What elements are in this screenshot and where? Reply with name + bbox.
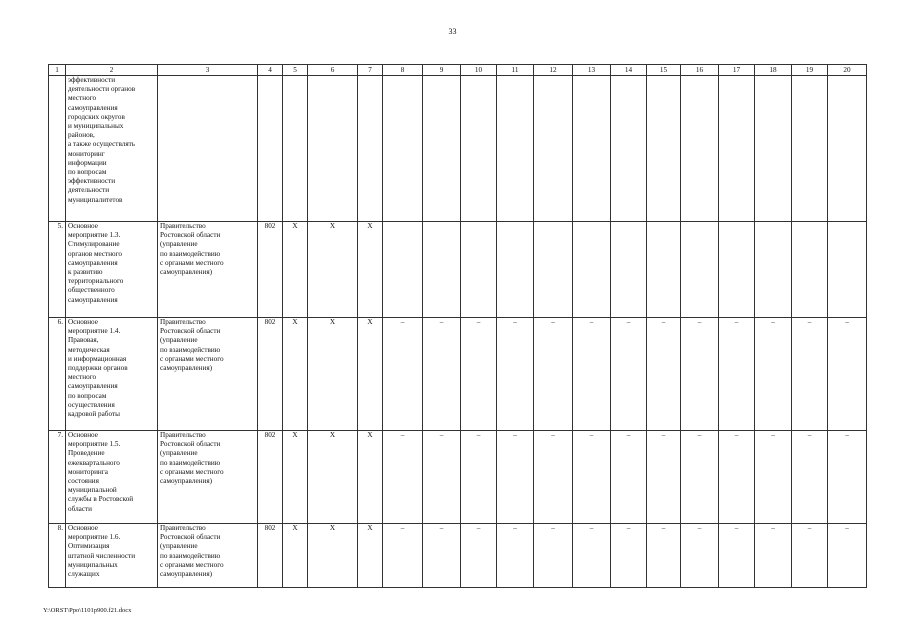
value-cell: –	[461, 524, 497, 588]
value-cell: –	[383, 524, 423, 588]
value-cell	[497, 222, 534, 318]
mark-cell: X	[358, 524, 383, 588]
value-cell	[534, 76, 573, 222]
value-cell: –	[497, 524, 534, 588]
activity-description-cell: Основное мероприятие 1.4. Правовая, методическая и информационная поддержки органов местного самоуправления по вопросам осуществления кадровой работы	[66, 318, 158, 431]
row-number-cell: 5.	[49, 222, 66, 318]
mark-cell: X	[283, 431, 308, 524]
mark-cell: X	[308, 222, 358, 318]
row-number-cell: 7.	[49, 431, 66, 524]
row-number-cell: 8.	[49, 524, 66, 588]
column-header: 3	[158, 65, 258, 76]
column-header: 16	[681, 65, 719, 76]
value-cell: –	[828, 318, 867, 431]
value-cell	[755, 222, 792, 318]
value-cell	[647, 76, 681, 222]
value-cell: –	[611, 524, 647, 588]
mark-cell: X	[358, 318, 383, 431]
value-cell	[647, 222, 681, 318]
value-cell: –	[423, 524, 461, 588]
value-cell	[681, 76, 719, 222]
value-cell	[534, 222, 573, 318]
value-cell: –	[755, 524, 792, 588]
value-cell: –	[719, 431, 755, 524]
activity-description-cell: Основное мероприятие 1.5. Проведение ежеквартального мониторинга состояния муниципальной службы в Ростовской области	[66, 431, 158, 524]
mark-cell	[308, 76, 358, 222]
value-cell: –	[534, 524, 573, 588]
activity-description-cell: Основное мероприятие 1.3. Стимулирование органов местного самоуправления к развитию территориального общественного самоуправления	[66, 222, 158, 318]
value-cell: –	[647, 431, 681, 524]
column-header: 10	[461, 65, 497, 76]
activity-description-cell: Основное мероприятие 1.6. Оптимизация штатной численности муниципальных служащих	[66, 524, 158, 588]
value-cell	[792, 76, 828, 222]
column-header: 2	[66, 65, 158, 76]
mark-cell: X	[308, 524, 358, 588]
code-cell: 802	[258, 431, 283, 524]
value-cell	[611, 222, 647, 318]
responsible-organization-cell: Правительство Ростовской области (управление по взаимодействию с органами местного самоуправления)	[158, 524, 258, 588]
value-cell	[383, 222, 423, 318]
mark-cell	[283, 76, 308, 222]
value-cell	[719, 222, 755, 318]
column-header: 18	[755, 65, 792, 76]
value-cell: –	[611, 318, 647, 431]
value-cell: –	[461, 431, 497, 524]
value-cell	[828, 222, 867, 318]
mark-cell: X	[283, 524, 308, 588]
value-cell: –	[792, 318, 828, 431]
program-table	[48, 64, 867, 588]
mark-cell	[358, 76, 383, 222]
value-cell: –	[383, 431, 423, 524]
header-row	[49, 65, 867, 76]
value-cell: –	[681, 318, 719, 431]
value-cell	[383, 76, 423, 222]
table-row	[49, 524, 867, 588]
column-header: 1	[49, 65, 66, 76]
column-header: 17	[719, 65, 755, 76]
column-header: 15	[647, 65, 681, 76]
row-number-cell: 6.	[49, 318, 66, 431]
value-cell	[792, 222, 828, 318]
value-cell: –	[792, 431, 828, 524]
value-cell: –	[647, 318, 681, 431]
table-row	[49, 318, 867, 431]
responsible-organization-cell: Правительство Ростовской области (управление по взаимодействию с органами местного самоуправления)	[158, 318, 258, 431]
value-cell: –	[647, 524, 681, 588]
table-row	[49, 431, 867, 524]
value-cell: –	[828, 524, 867, 588]
value-cell	[461, 222, 497, 318]
value-cell	[461, 76, 497, 222]
code-cell: 802	[258, 222, 283, 318]
code-cell	[258, 76, 283, 222]
value-cell: –	[573, 318, 611, 431]
footer-file-path: Y:\ORST\Ppo\1101p900.f21.docx	[43, 607, 132, 614]
value-cell: –	[573, 524, 611, 588]
responsible-organization-cell	[158, 76, 258, 222]
code-cell: 802	[258, 318, 283, 431]
mark-cell: X	[358, 431, 383, 524]
page-number: 33	[448, 27, 457, 36]
value-cell: –	[611, 431, 647, 524]
value-cell	[423, 76, 461, 222]
value-cell: –	[828, 431, 867, 524]
table-body	[49, 76, 867, 588]
column-header: 9	[423, 65, 461, 76]
mark-cell: X	[308, 318, 358, 431]
column-header: 11	[497, 65, 534, 76]
value-cell: –	[719, 318, 755, 431]
value-cell	[573, 76, 611, 222]
value-cell: –	[573, 431, 611, 524]
column-header: 8	[383, 65, 423, 76]
responsible-organization-cell: Правительство Ростовской области (управление по взаимодействию с органами местного самоуправления)	[158, 431, 258, 524]
column-header: 12	[534, 65, 573, 76]
column-header: 6	[308, 65, 358, 76]
responsible-organization-cell: Правительство Ростовской области (управление по взаимодействию с органами местного самоуправления)	[158, 222, 258, 318]
column-header: 7	[358, 65, 383, 76]
value-cell	[423, 222, 461, 318]
value-cell	[497, 76, 534, 222]
value-cell: –	[681, 524, 719, 588]
row-number-cell	[49, 76, 66, 222]
value-cell: –	[383, 318, 423, 431]
value-cell: –	[719, 524, 755, 588]
code-cell: 802	[258, 524, 283, 588]
value-cell: –	[497, 431, 534, 524]
value-cell: –	[534, 431, 573, 524]
value-cell: –	[755, 431, 792, 524]
table-row	[49, 76, 867, 222]
value-cell: –	[681, 431, 719, 524]
mark-cell: X	[283, 318, 308, 431]
column-header: 4	[258, 65, 283, 76]
value-cell: –	[423, 318, 461, 431]
table-row	[49, 222, 867, 318]
value-cell	[828, 76, 867, 222]
value-cell	[719, 76, 755, 222]
column-header: 20	[828, 65, 867, 76]
value-cell	[573, 222, 611, 318]
value-cell: –	[792, 524, 828, 588]
mark-cell: X	[358, 222, 383, 318]
column-header: 13	[573, 65, 611, 76]
value-cell	[681, 222, 719, 318]
value-cell: –	[423, 431, 461, 524]
value-cell	[755, 76, 792, 222]
value-cell: –	[497, 318, 534, 431]
column-header: 14	[611, 65, 647, 76]
activity-description-cell: эффективности деятельности органов местного самоуправления городских округов и муниципальных районов, а также осуществлять мониторинг информации по вопросам эффективности деятельности муниципалитетов	[66, 76, 158, 222]
mark-cell: X	[283, 222, 308, 318]
value-cell: –	[534, 318, 573, 431]
value-cell	[611, 76, 647, 222]
value-cell: –	[461, 318, 497, 431]
mark-cell: X	[308, 431, 358, 524]
column-header: 5	[283, 65, 308, 76]
value-cell: –	[755, 318, 792, 431]
column-header: 19	[792, 65, 828, 76]
